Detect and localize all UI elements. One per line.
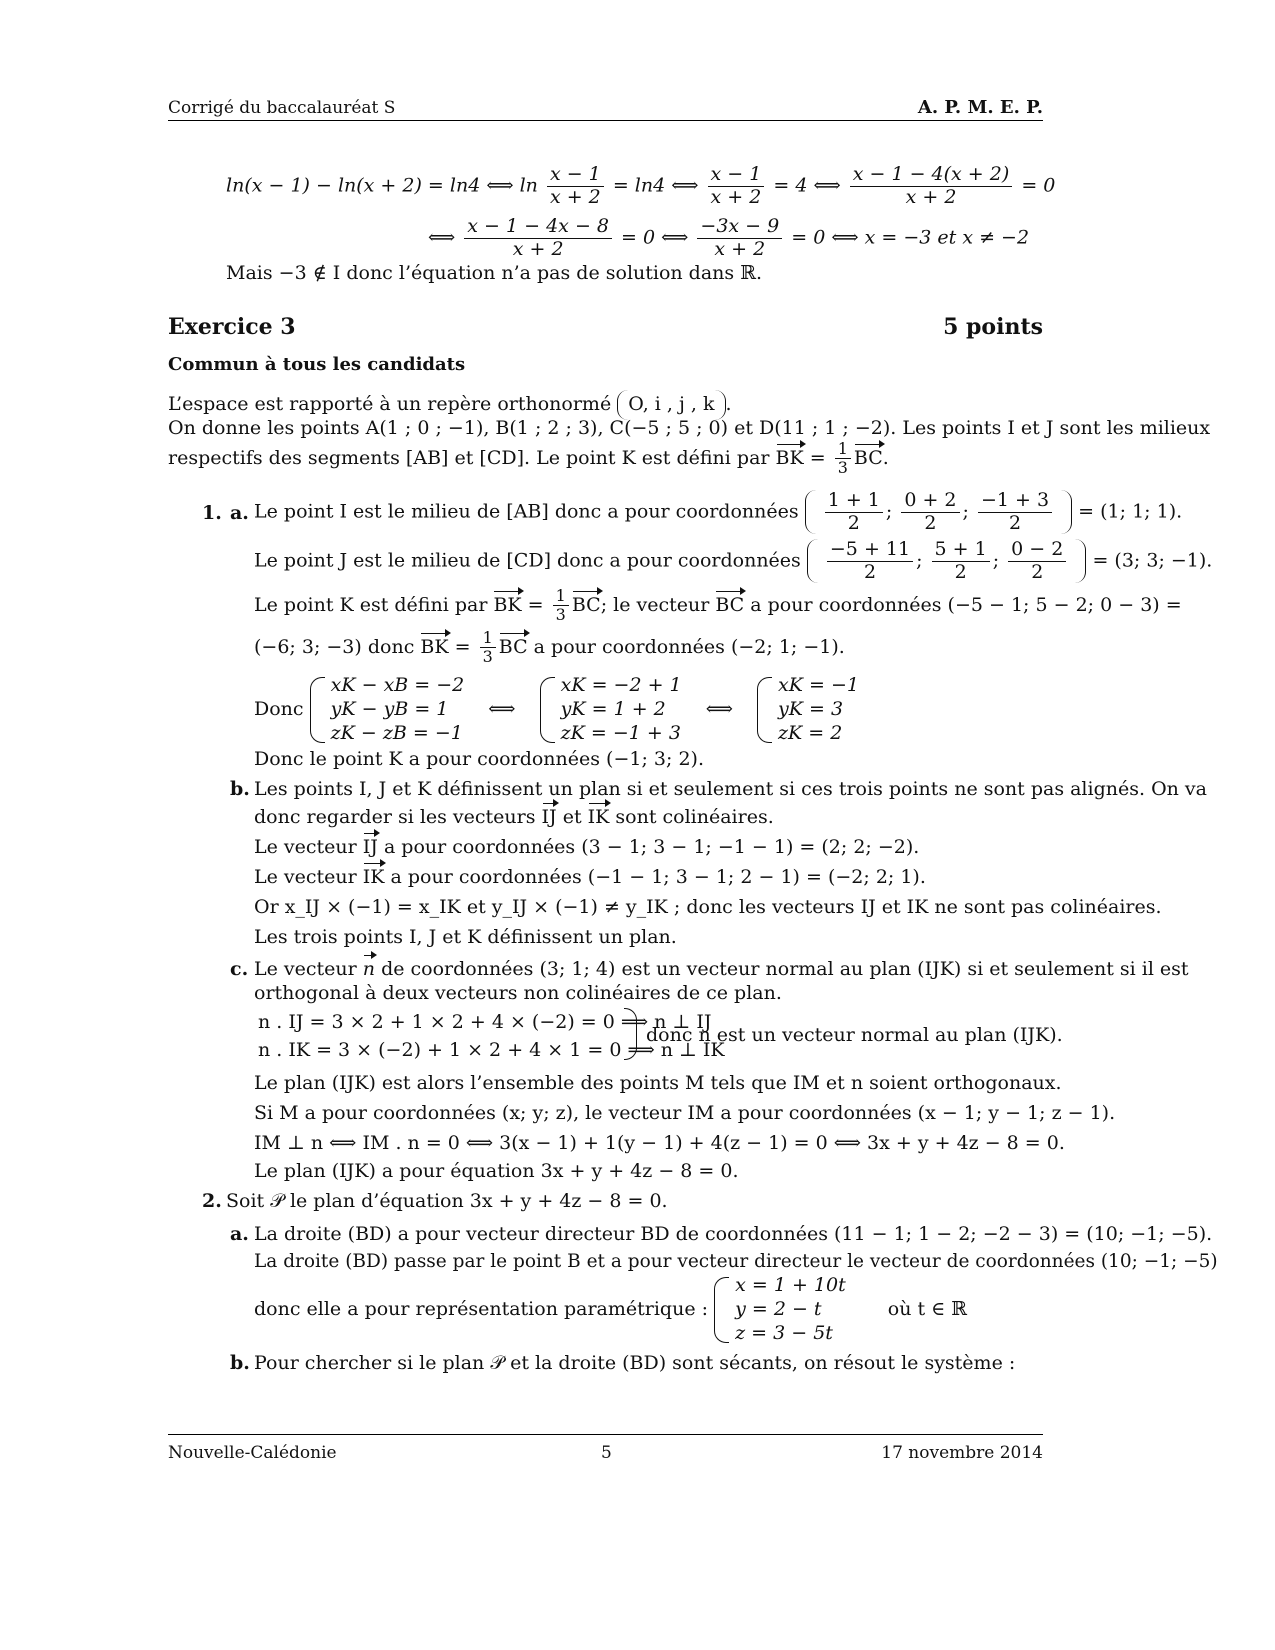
q1c-line-4: Si M a pour coordonnées (x; y; z), le vecteur IM a pour coordonnées (x − 1; y − 1; z − 1). <box>254 1102 1116 1124</box>
q1b-line-6: Les trois points I, J et K définissent un plan. <box>254 926 677 948</box>
footer-rule <box>168 1434 1043 1435</box>
q2-number: 2. <box>202 1190 222 1212</box>
exercise-title: Exercice 3 <box>168 314 296 340</box>
q1a-J-line: Le point J est le milieu de [CD] donc a pour coordonnées $\frac{-5 + 11}{2}$ ; $\frac{5 + 1}{2}$ ; $\frac{0 - 2}{2}$ = (3; 3; −1). <box>254 538 1213 583</box>
q1b-line-4: Le vecteur IK a pour coordonnées (−1 − 1; 3 − 1; 2 − 1) = (−2; 2; 1). <box>254 866 926 888</box>
q1b-line-3: Le vecteur IJ a pour coordonnées (3 − 1; 3 − 1; −1 − 1) = (2; 2; −2). <box>254 836 920 858</box>
q1a-conclusion: Donc le point K a pour coordonnées (−1; 3; 2). <box>254 748 704 770</box>
q2a-line-2: La droite (BD) passe par le point B et a pour vecteur directeur le vecteur de coordonnées (10; −1; −5) <box>254 1251 1218 1272</box>
q1a-I-line: Le point I est le milieu de [AB] donc a pour coordonnées $\frac{1 + 1}{2}$ ; $\frac{0 + 2}{2}$ ; $\frac{-1 + 3}{2}$ = (1; 1; 1). <box>254 489 1183 534</box>
eq-conclusion: Mais −3 ∉ I donc l’équation n’a pas de solution dans ℝ. <box>226 262 763 284</box>
q2-intro: Soit 𝒫 le plan d’équation 3x + y + 4z − 8 = 0. <box>226 1190 668 1212</box>
q1a-system: Donc xK − xB = −2 yK − yB = 1 zK − zB = −1 ⟺ xK = −2 + 1 yK = 1 + 2 zK = −1 + 3 ⟺ xK = −1 yK = 3 zK = 2 <box>254 674 859 744</box>
q1-number: 1. <box>202 502 222 524</box>
q1b-line-1: Les points I, J et K définissent un plan si et seulement si ces trois points ne sont pas alignés. On va <box>254 778 1207 800</box>
header-right: A. P. M. E. P. <box>917 97 1043 118</box>
header-left: Corrigé du baccalauréat S <box>168 98 396 118</box>
page-number: 5 <box>601 1443 612 1463</box>
eq-line-2: ⟺ $\frac{x - 1 - 4x - 8}{x + 2}$ = 0 ⟺ $\frac{-3x - 9}{x + 2}$ = 0 ⟺ x = −3 et x ≠ −2 <box>428 215 1030 260</box>
q2b-letter: b. <box>230 1352 250 1374</box>
q1c-line-2: orthogonal à deux vecteurs non colinéaires de ce plan. <box>254 982 782 1004</box>
q1b-letter: b. <box>230 778 250 800</box>
q1c-normal-conclusion: donc n est un vecteur normal au plan (IJK). <box>646 1024 1063 1046</box>
eq-line-1: ln(x − 1) − ln(x + 2) = ln4 ⟺ ln $\frac{x - 1}{x + 2}$ = ln4 ⟺ $\frac{x - 1}{x + 2}$ = 4 ⟺ $\frac{x - 1 - 4(x + 2)}{x + 2}$ = 0 <box>226 163 1056 208</box>
q2a-line-1: La droite (BD) a pour vecteur directeur BD de coordonnées (11 − 1; 1 − 2; −2 − 3) = (10; −1; −5). <box>254 1223 1213 1245</box>
q2b-line-1: Pour chercher si le plan 𝒫 et la droite (BD) sont sécants, on résout le système : <box>254 1352 1016 1374</box>
q1b-line-2: donc regarder si les vecteurs IJ et IK sont colinéaires. <box>254 806 774 828</box>
q1b-line-5: Or x_IJ × (−1) = x_IK et y_IJ × (−1) ≠ y_IK ; donc les vecteurs IJ et IK ne sont pas colinéaires. <box>254 896 1162 918</box>
q1a-K-line-1: Le point K est défini par BK = $\frac{1}{3}$ BC; le vecteur BC a pour coordonnées (−5 − 1; 5 − 2; 0 − 3) = <box>254 586 1182 625</box>
q1c-letter: c. <box>230 958 249 980</box>
q2a-letter: a. <box>230 1223 249 1245</box>
exercise-points: 5 points <box>943 314 1043 340</box>
q1a-K-line-2: (−6; 3; −3) donc BK = $\frac{1}{3}$ BC a pour coordonnées (−2; 1; −1). <box>254 628 845 667</box>
footer-left: Nouvelle-Calédonie <box>168 1443 337 1463</box>
intro-line-2: On donne les points A(1 ; 0 ; −1), B(1 ; 2 ; 3), C(−5 ; 5 ; 0) et D(11 ; 1 ; −2). Les points I et J sont les milieux <box>168 417 1211 439</box>
q1c-scalar-2: n . IK = 3 × (−2) + 1 × 2 + 4 × 1 = 0 ⟹ n ⊥ IK <box>258 1039 725 1061</box>
intro-line-1: L’espace est rapporté à un repère orthonormé O, i , j , k . <box>168 390 732 420</box>
q1c-line-6: Le plan (IJK) a pour équation 3x + y + 4z − 8 = 0. <box>254 1160 739 1182</box>
q1c-line-5: IM ⊥ n ⟺ IM . n = 0 ⟺ 3(x − 1) + 1(y − 1) + 4(z − 1) = 0 ⟺ 3x + y + 4z − 8 = 0. <box>254 1132 1065 1154</box>
q1c-line-1: Le vecteur n de coordonnées (3; 1; 4) est un vecteur normal au plan (IJK) si et seulement si il est <box>254 958 1189 980</box>
q1c-scalar-1: n . IJ = 3 × 2 + 1 × 2 + 4 × (−2) = 0 ⟹ n ⊥ IJ <box>258 1011 712 1033</box>
q1a-letter: a. <box>230 502 249 524</box>
intro-line-3: respectifs des segments [AB] et [CD]. Le point K est défini par BK = $\frac{1}{3}$ BC. <box>168 439 889 478</box>
header-rule <box>168 120 1043 121</box>
q2a-parametric: donc elle a pour représentation paramétrique : x = 1 + 10t y = 2 − t z = 3 − 5t où t ∈ ℝ <box>254 1274 968 1344</box>
footer-right: 17 novembre 2014 <box>881 1443 1043 1463</box>
q1c-brace <box>624 1008 637 1060</box>
exercise-subtitle: Commun à tous les candidats <box>168 354 466 375</box>
q1c-line-3: Le plan (IJK) est alors l’ensemble des points M tels que IM et n soient orthogonaux. <box>254 1072 1062 1094</box>
